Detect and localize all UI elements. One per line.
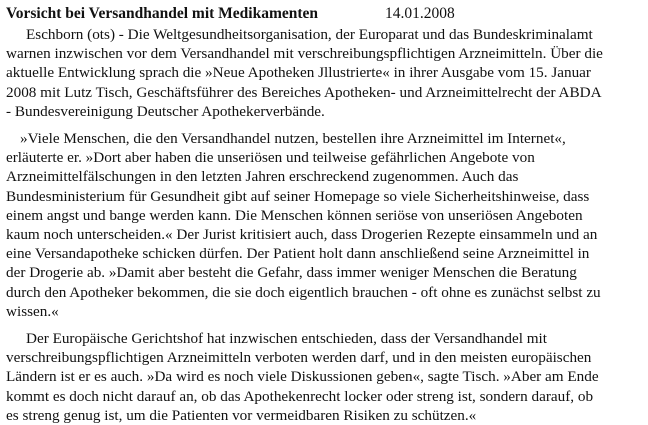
- paragraph-2: [6, 129, 642, 321]
- text-line: verschreibungspflichtigen Arzneimitteln verboten werden darf, und in den meisten europäischen: [6, 349, 592, 367]
- text-line: der Drogerie ab. »Damit aber besteht die Gefahr, dass immer weniger Menschen die Beratung: [6, 264, 577, 282]
- text-line: eine Versandapotheke schicken dürfen. Der Patient holt dann anschließend seine Arzneimittel in: [6, 245, 590, 263]
- text-line: Eschborn (ots) - Die Weltgesundheitsorganisation, der Europarat und das Bundeskriminalamt: [26, 26, 593, 43]
- paragraph-1: [6, 25, 642, 121]
- text-line: Arzneimittelfälschungen in den letzten Jahren erschreckend zugenommen. Auch das: [6, 168, 519, 186]
- text-line: aktuelle Entwicklung sprach die »Neue Apotheken Jllustrierte« in ihrer Ausgabe vom 15. Januar: [6, 64, 591, 82]
- text-line: erläuterte er. »Dort aber haben die unseriösen und teilweise gefährlichen Angebote von: [6, 149, 535, 167]
- text-line: kommt es doch nicht darauf an, ob das Apothekenrecht locker oder streng ist, sondern darauf, ob: [6, 387, 594, 405]
- text-line: - Bundesvereinigung Deutscher Apothekerverbände.: [6, 102, 325, 120]
- text-line: kaum noch unterscheiden.« Der Jurist kritisiert auch, dass Drogerien Rezepte einsammeln und an: [6, 226, 598, 244]
- article-header: [6, 4, 642, 24]
- text-line: durch den Apotheker bekommen, die sie doch eigentlich brauchen - oft ohne es zunächst selbst zu: [6, 283, 601, 301]
- text-line: wissen.«: [6, 302, 59, 320]
- text-line: einem angst und bange werden kann. Die Menschen können seriöse von unseriösen Angeboten: [6, 206, 583, 224]
- article-title: Vorsicht bei Versandhandel mit Medikamenten: [6, 5, 319, 22]
- text-line: Der Europäische Gerichtshof hat inzwischen entschieden, dass der Versandhandel mit: [26, 330, 547, 348]
- text-line: Bundesministerium für Gesundheit gibt auf seiner Homepage so viele Sicherheitshinweise, dass: [6, 187, 590, 205]
- text-line: warnen inzwischen vor dem Versandhandel mit verschreibungspflichtigen Arzneimitteln. Über die: [6, 45, 603, 63]
- text-line: 2008 mit Lutz Tisch, Geschäftsführer des Bereiches Apotheken- und Arzneimittelrecht der ABDA: [6, 83, 602, 101]
- paragraph-3: [6, 329, 642, 425]
- article-date: 14.01.2008: [385, 5, 455, 22]
- text-line: Ländern ist er es auch. »Da wird es noch viele Diskussionen geben«, sagte Tisch. »Aber am Ende: [6, 368, 599, 386]
- article: [6, 4, 642, 425]
- text-line: es streng genug ist, um die Patienten vor vermeidbaren Risiken zu schützen.«: [6, 406, 477, 424]
- text-line: »Viele Menschen, die den Versandhandel nutzen, bestellen ihre Arzneimittel im Internet«,: [20, 130, 566, 148]
